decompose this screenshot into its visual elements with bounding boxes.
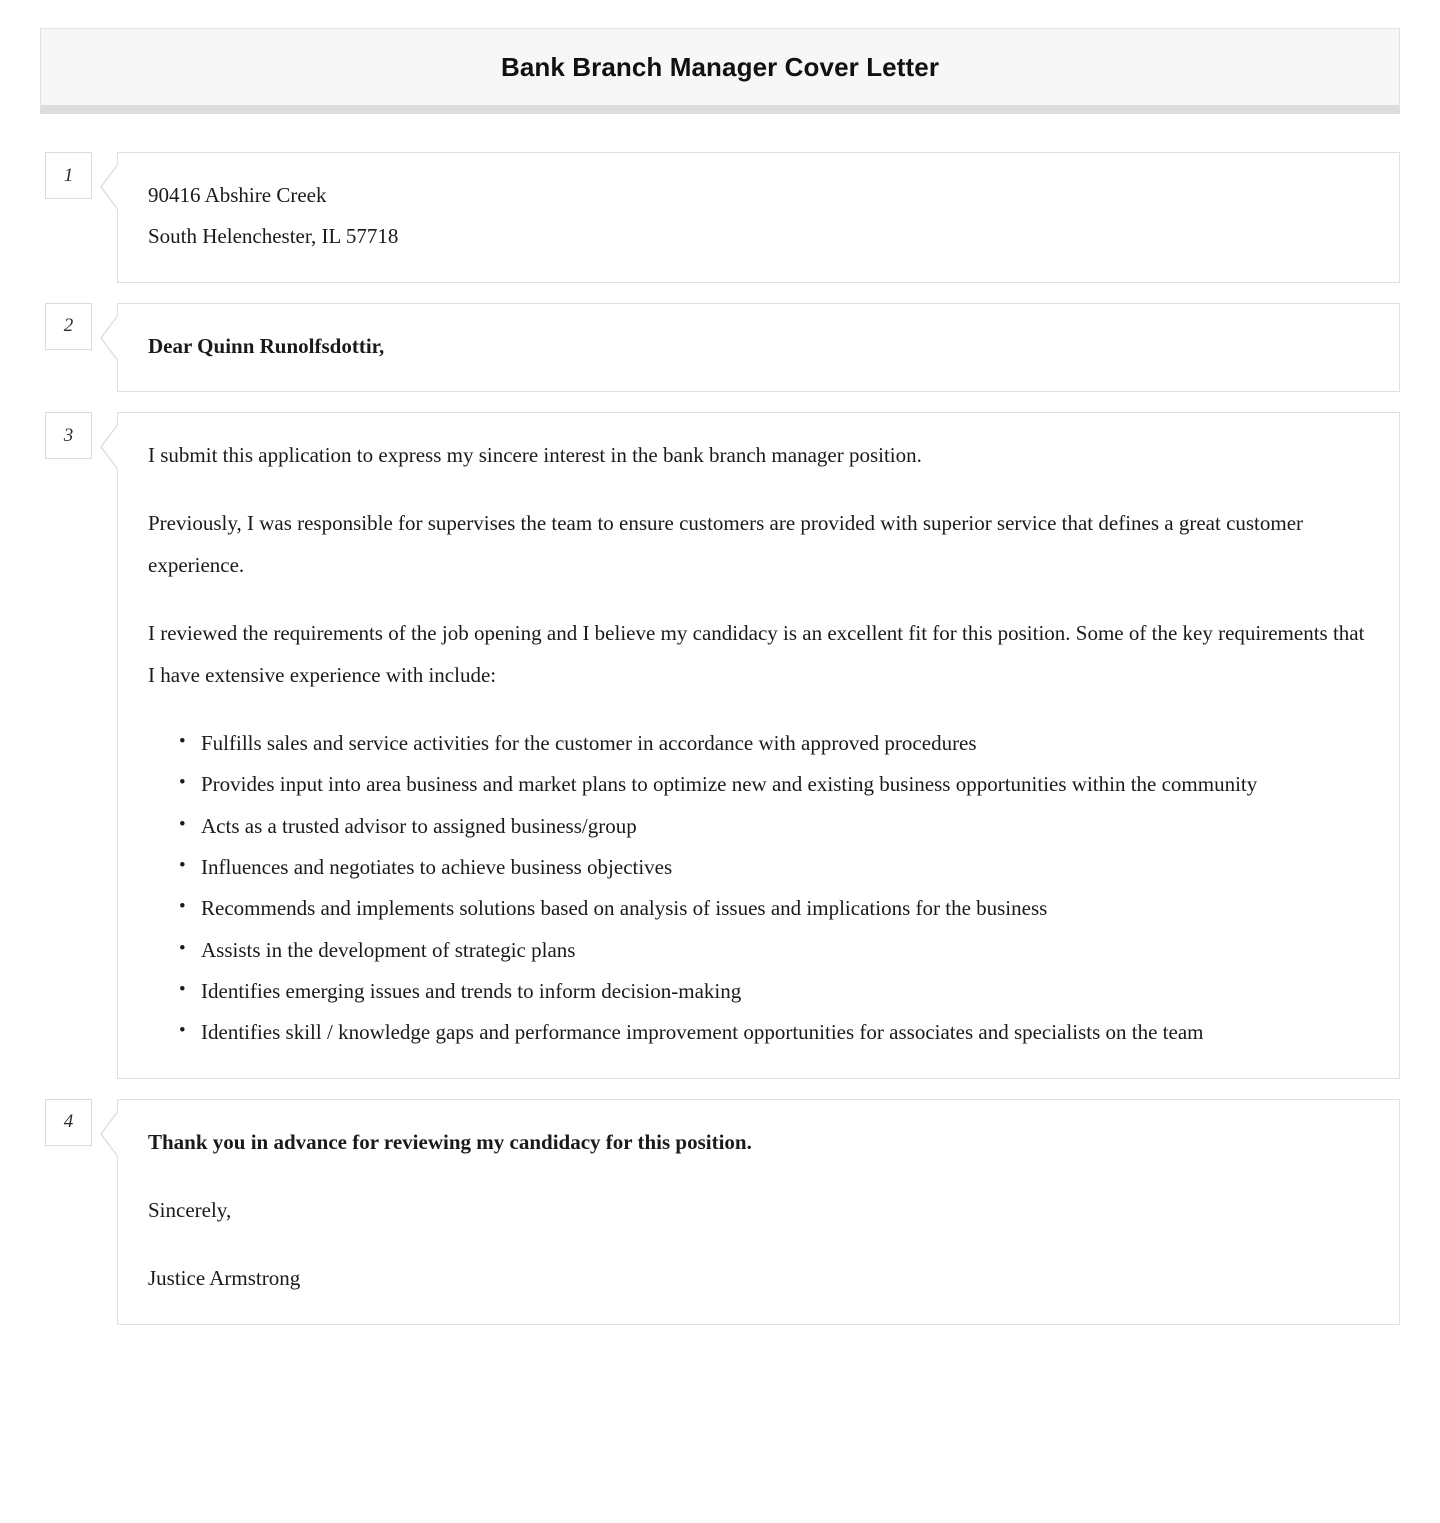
body-paragraph-1: I submit this application to express my sincere interest in the bank branch manager position. xyxy=(148,443,922,468)
closing-sign-off: Sincerely, xyxy=(148,1198,232,1223)
annotated-sections xyxy=(0,152,1440,1325)
salutation-panel xyxy=(117,303,1400,392)
address-line-2: South Helenchester, IL 57718 xyxy=(148,224,399,249)
salutation-text: Dear Quinn Runolfsdottir, xyxy=(148,333,385,358)
list-item: • Identifies skill / knowledge gaps and performance improvement opportunities for associates and specialists on the team xyxy=(201,1012,1371,1053)
list-item: • Fulfills sales and service activities for the customer in accordance with approved procedures xyxy=(201,723,1371,764)
document-header xyxy=(40,28,1400,114)
closing-signature-name: Justice Armstrong xyxy=(148,1266,301,1291)
closing-panel xyxy=(117,1099,1400,1325)
letter-body-panel xyxy=(117,412,1400,1079)
section-number-badge: 4 xyxy=(45,1099,92,1146)
list-item: • Acts as a trusted advisor to assigned business/group xyxy=(201,806,1371,847)
sender-address-panel xyxy=(117,152,1400,283)
address-line-1: 90416 Abshire Creek xyxy=(148,183,327,207)
section-number-badge: 1 xyxy=(45,152,92,199)
section-salutation xyxy=(40,303,1400,392)
section-closing xyxy=(40,1099,1400,1325)
section-sender-address xyxy=(40,152,1400,283)
list-item: • Assists in the development of strategic plans xyxy=(201,930,1371,971)
list-item: • Influences and negotiates to achieve business objectives xyxy=(201,847,1371,888)
body-paragraph-2: Previously, I was responsible for supervises the team to ensure customers are provided with superior service that defines a great customer experience. xyxy=(148,511,1304,577)
list-item: • Recommends and implements solutions based on analysis of issues and implications for the business xyxy=(201,888,1371,929)
page-title: Bank Branch Manager Cover Letter xyxy=(500,51,940,82)
closing-thank-you: Thank you in advance for reviewing my candidacy for this position. xyxy=(148,1129,752,1154)
section-number-badge: 2 xyxy=(45,303,92,350)
list-item: • Identifies emerging issues and trends to inform decision-making xyxy=(201,971,1371,1012)
document-page xyxy=(0,28,1440,1325)
section-letter-body xyxy=(40,412,1400,1079)
list-item: • Provides input into area business and market plans to optimize new and existing business opportunities within the community xyxy=(201,764,1371,805)
section-number-badge: 3 xyxy=(45,412,92,459)
body-paragraph-3: I reviewed the requirements of the job opening and I believe my candidacy is an excellent fit for this position. Some of the key requirements that I have extensive experience with include: xyxy=(148,621,1365,687)
requirements-list xyxy=(148,723,1371,1054)
